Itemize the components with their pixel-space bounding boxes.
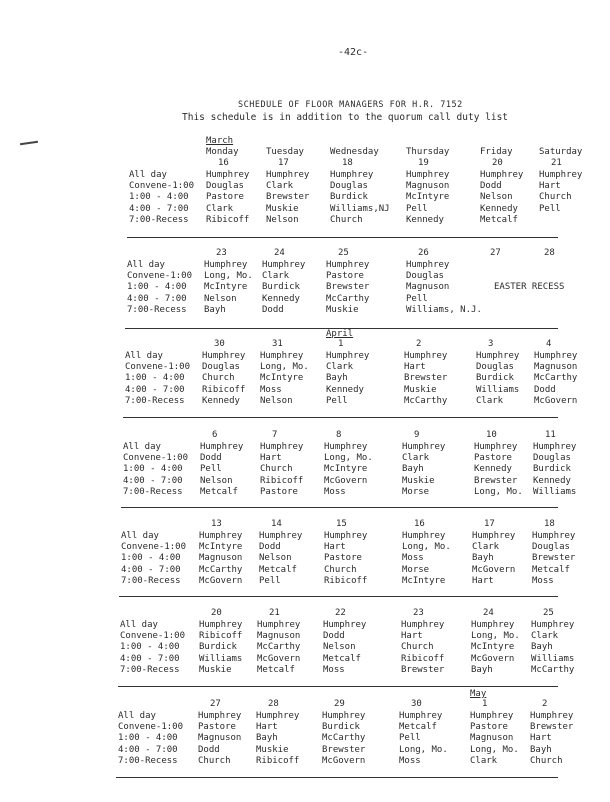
floor-manager-name: Humphrey (530, 711, 574, 721)
floor-manager-name: Humphrey (404, 351, 448, 361)
floor-manager-name: Brewster (404, 373, 448, 384)
floor-manager-name: Dodd (323, 631, 345, 642)
floor-manager-name: Humphrey (324, 531, 368, 541)
week-separator (127, 237, 558, 238)
day-number: 30 (411, 699, 422, 709)
floor-manager-name: Nelson (266, 214, 299, 225)
floor-manager-name: Williams (476, 384, 520, 395)
time-slot-label: 4:00 - 7:00 (125, 384, 185, 395)
day-number: 8 (336, 430, 342, 440)
day-number: 20 (492, 158, 503, 168)
day-number: 27 (490, 248, 501, 258)
floor-manager-name: Metcalf (480, 214, 518, 225)
time-slot-label: 7:00-Recess (125, 395, 185, 406)
time-slot-label: Convene-1:00 (127, 271, 193, 282)
day-number: 22 (335, 608, 346, 618)
floor-manager-name: Metcalf (259, 564, 297, 575)
day-number: 23 (413, 608, 424, 618)
floor-manager-name: Clark (266, 181, 294, 192)
floor-manager-name: Williams,NJ (330, 203, 390, 214)
floor-manager-name: McIntyre (260, 373, 304, 384)
time-slot-label: 4:00 - 7:00 (120, 653, 180, 664)
floor-manager-name: McCarthy (531, 664, 575, 675)
floor-manager-name: McGovern (322, 755, 366, 766)
floor-manager-name: Metcalf (532, 564, 570, 575)
floor-manager-name: Humphrey (204, 260, 248, 270)
floor-manager-name: Hart (260, 453, 282, 464)
day-number: 20 (211, 608, 222, 618)
time-slot-label: Convene-1:00 (125, 362, 191, 373)
floor-manager-name: Humphrey (198, 711, 242, 721)
floor-manager-name: Bayh (326, 373, 348, 384)
floor-manager-name: Humphrey (324, 442, 368, 452)
floor-manager-name: Dodd (198, 744, 220, 755)
floor-manager-name: Pell (539, 203, 561, 214)
floor-manager-name: Douglas (533, 453, 571, 464)
week-separator (123, 417, 558, 418)
floor-manager-name: Morse (402, 486, 430, 497)
time-slot-label: 1:00 - 4:00 (120, 642, 180, 653)
floor-manager-name: Burdick (262, 282, 300, 293)
time-slot-label: All day (123, 442, 161, 452)
day-number: 30 (214, 339, 225, 349)
floor-manager-name: Clark (472, 542, 500, 553)
floor-manager-name: Pell (200, 464, 222, 475)
floor-manager-name: Church (330, 214, 363, 225)
day-number: 26 (418, 248, 429, 258)
day-number: 31 (272, 339, 283, 349)
week-separator (119, 596, 558, 597)
time-slot-label: Convene-1:00 (123, 453, 189, 464)
floor-manager-name: Moss (532, 575, 554, 586)
day-number: 28 (544, 248, 555, 258)
floor-manager-name: McCarthy (322, 733, 366, 744)
floor-manager-name: Pastore (474, 453, 512, 464)
floor-manager-name: Ribicoff (401, 653, 445, 664)
time-slot-label: Convene-1:00 (120, 631, 186, 642)
floor-manager-name: Humphrey (206, 170, 250, 180)
floor-manager-name: Pastore (198, 722, 236, 733)
floor-manager-name: McGovern (257, 653, 301, 664)
floor-manager-name: McIntyre (204, 282, 248, 293)
floor-manager-name: Burdick (199, 642, 237, 653)
floor-manager-name: Long, Mo. (204, 271, 253, 282)
floor-manager-name: Moss (402, 553, 424, 564)
floor-manager-name: Moss (399, 755, 421, 766)
floor-manager-name: Bayh (256, 733, 278, 744)
floor-manager-name: Burdick (322, 722, 360, 733)
floor-manager-name: Brewster (322, 744, 366, 755)
floor-manager-name: Nelson (260, 395, 293, 406)
floor-manager-name: McIntyre (406, 192, 450, 203)
floor-manager-name: McIntyre (471, 642, 515, 653)
floor-manager-name: Magnuson (199, 553, 243, 564)
floor-manager-name: Magnuson (406, 181, 450, 192)
time-slot-label: 1:00 - 4:00 (121, 553, 181, 564)
floor-manager-name: Muskie (266, 203, 299, 214)
floor-manager-name: Clark (476, 395, 504, 406)
floor-manager-name: Hart (324, 542, 346, 553)
day-number: 25 (338, 248, 349, 258)
day-number: 16 (218, 158, 229, 168)
floor-manager-name: Hart (539, 181, 561, 192)
floor-manager-name: Hart (530, 733, 552, 744)
floor-manager-name: Humphrey (330, 170, 374, 180)
floor-manager-name: Nelson (204, 293, 237, 304)
floor-manager-name: Magnuson (257, 631, 301, 642)
floor-manager-name: Ribicoff (199, 631, 243, 642)
day-number: 21 (269, 608, 280, 618)
floor-manager-name: Church (539, 192, 572, 203)
floor-manager-name: Humphrey (534, 351, 578, 361)
floor-manager-name: Bayh (471, 664, 493, 675)
floor-manager-name: Humphrey (406, 170, 450, 180)
day-number: 18 (342, 158, 353, 168)
floor-manager-name: Humphrey (260, 351, 304, 361)
time-slot-label: All day (127, 260, 165, 270)
floor-manager-name: Nelson (259, 553, 292, 564)
day-number: 14 (271, 519, 282, 529)
floor-manager-name: Humphrey (262, 260, 306, 270)
floor-manager-name: Kennedy (533, 475, 571, 486)
floor-manager-name: Humphrey (326, 260, 370, 270)
floor-manager-name: Moss (324, 486, 346, 497)
floor-manager-name: Clark (402, 453, 430, 464)
floor-manager-name: Bayh (531, 642, 553, 653)
schedule-title: SCHEDULE OF FLOOR MANAGERS FOR H.R. 7152 (238, 100, 463, 110)
floor-manager-name: Metcalf (200, 486, 238, 497)
day-number: 6 (212, 430, 218, 440)
day-number: 18 (544, 519, 555, 529)
schedule-subtitle: This schedule is in addition to the quorum call duty list (182, 112, 509, 123)
floor-manager-name: Burdick (533, 464, 571, 475)
floor-manager-name: McGovern (472, 564, 516, 575)
floor-manager-name: Clark (262, 271, 290, 282)
floor-manager-name: Pell (259, 575, 281, 586)
time-slot-label: 4:00 - 7:00 (118, 744, 178, 755)
floor-manager-name: McIntyre (324, 464, 368, 475)
floor-manager-name: Humphrey (470, 711, 514, 721)
floor-manager-name: Church (198, 755, 231, 766)
day-number: 1 (338, 339, 344, 349)
time-slot-label: All day (129, 170, 167, 180)
floor-manager-name: McCarthy (257, 642, 301, 653)
day-number: 7 (272, 430, 278, 440)
day-number: 10 (486, 430, 497, 440)
day-number: 2 (416, 339, 422, 349)
floor-manager-name: Humphrey (402, 442, 446, 452)
floor-manager-name: Ribicoff (260, 475, 304, 486)
floor-manager-name: Muskie (326, 304, 359, 315)
floor-manager-name: Williams (199, 653, 243, 664)
time-slot-label: All day (121, 531, 159, 541)
floor-manager-name: Humphrey (531, 620, 575, 630)
floor-manager-name: Brewster (326, 282, 370, 293)
floor-manager-name: Nelson (480, 192, 513, 203)
month-label: May (470, 689, 487, 699)
floor-manager-name: McGovern (471, 653, 515, 664)
floor-manager-name: Humphrey (259, 531, 303, 541)
floor-manager-name: Pell (406, 293, 428, 304)
floor-manager-name: Ribicoff (206, 214, 250, 225)
floor-manager-name: Burdick (476, 373, 514, 384)
floor-manager-name: Nelson (323, 642, 356, 653)
floor-manager-name: Church (324, 564, 357, 575)
floor-manager-name: Long, Mo. (324, 453, 373, 464)
floor-manager-name: Long, Mo. (470, 744, 519, 755)
floor-manager-name: Pastore (324, 553, 362, 564)
week-separator (116, 777, 558, 778)
floor-manager-name: Church (530, 755, 563, 766)
floor-manager-name: Church (401, 642, 434, 653)
floor-manager-name: Douglas (532, 542, 570, 553)
floor-manager-name: Kennedy (202, 395, 240, 406)
floor-manager-name: Douglas (202, 362, 240, 373)
day-number: 9 (414, 430, 420, 440)
floor-manager-name: Kennedy (474, 464, 512, 475)
floor-manager-name: Church (202, 373, 235, 384)
floor-manager-name: Douglas (330, 181, 368, 192)
floor-manager-name: Brewster (530, 722, 574, 733)
floor-manager-name: McCarthy (199, 564, 243, 575)
floor-manager-name: Humphrey (260, 442, 304, 452)
floor-manager-name: Metcalf (257, 664, 295, 675)
floor-manager-name: Long, Mo. (471, 631, 520, 642)
time-slot-label: 1:00 - 4:00 (118, 733, 178, 744)
floor-manager-name: McCarthy (404, 395, 448, 406)
floor-manager-name: Bayh (402, 464, 424, 475)
floor-manager-name: Nelson (200, 475, 233, 486)
floor-manager-name: Humphrey (471, 620, 515, 630)
floor-manager-name: Humphrey (200, 442, 244, 452)
time-slot-label: 7:00-Recess (127, 304, 187, 315)
day-number: 25 (543, 608, 554, 618)
day-number: 16 (414, 519, 425, 529)
floor-manager-name: Humphrey (257, 620, 301, 630)
floor-manager-name: Muskie (404, 384, 437, 395)
floor-manager-name: Moss (260, 384, 282, 395)
floor-manager-name: Brewster (474, 475, 518, 486)
day-name: Wednesday (330, 147, 379, 157)
floor-manager-name: Moss (323, 664, 345, 675)
floor-manager-name: Long, Mo. (402, 542, 451, 553)
floor-manager-name: Long, Mo. (260, 362, 309, 373)
floor-manager-name: Humphrey (256, 711, 300, 721)
day-number: 11 (545, 430, 556, 440)
time-slot-label: 1:00 - 4:00 (123, 464, 183, 475)
page-number: -42c- (338, 47, 369, 58)
day-number: 2 (542, 699, 548, 709)
floor-manager-name: Humphrey (266, 170, 310, 180)
floor-manager-name: Humphrey (472, 531, 516, 541)
floor-manager-name: Brewster (266, 192, 310, 203)
floor-manager-name: Kennedy (480, 203, 518, 214)
floor-manager-name: Humphrey (539, 170, 583, 180)
time-slot-label: 1:00 - 4:00 (125, 373, 185, 384)
day-number: 15 (336, 519, 347, 529)
floor-manager-name: Humphrey (326, 351, 370, 361)
floor-manager-name: McGovern (534, 395, 578, 406)
floor-manager-name: Bayh (530, 744, 552, 755)
time-slot-label: Convene-1:00 (129, 181, 195, 192)
floor-manager-name: Kennedy (326, 384, 364, 395)
time-slot-label: 4:00 - 7:00 (127, 293, 187, 304)
day-name: Saturday (539, 147, 583, 157)
floor-manager-name: Bayh (472, 553, 494, 564)
margin-mark (20, 141, 38, 145)
floor-manager-name: McCarthy (326, 293, 370, 304)
floor-manager-name: McCarthy (534, 373, 578, 384)
time-slot-label: 7:00-Recess (118, 755, 178, 766)
floor-manager-name: Humphrey (480, 170, 524, 180)
floor-manager-name: Williams, N.J. (406, 304, 482, 315)
floor-manager-name: Pastore (470, 722, 508, 733)
floor-manager-name: Magnuson (406, 282, 450, 293)
floor-manager-name: Humphrey (401, 620, 445, 630)
floor-manager-name: Humphrey (474, 442, 518, 452)
floor-manager-name: Clark (470, 755, 498, 766)
time-slot-label: All day (118, 711, 156, 721)
time-slot-label: All day (120, 620, 158, 630)
floor-manager-name: Humphrey (406, 260, 450, 270)
floor-manager-name: Williams (533, 486, 577, 497)
floor-manager-name: Morse (402, 564, 430, 575)
day-number: 19 (418, 158, 429, 168)
floor-manager-name: Humphrey (202, 351, 246, 361)
floor-manager-name: Williams (531, 653, 575, 664)
floor-manager-name: Dodd (200, 453, 222, 464)
time-slot-label: 1:00 - 4:00 (129, 192, 189, 203)
floor-manager-name: Bayh (204, 304, 226, 315)
floor-manager-name: Dodd (262, 304, 284, 315)
floor-manager-name: Long, Mo. (474, 486, 523, 497)
time-slot-label: All day (125, 351, 163, 361)
day-number: 24 (483, 608, 494, 618)
floor-manager-name: Clark (326, 362, 354, 373)
floor-manager-name: Metcalf (323, 653, 361, 664)
week-separator (121, 507, 558, 508)
time-slot-label: 7:00-Recess (120, 664, 180, 675)
floor-manager-name: Pell (399, 733, 421, 744)
month-label: April (326, 329, 354, 339)
floor-manager-name: Humphrey (402, 531, 446, 541)
floor-manager-name: Humphrey (399, 711, 443, 721)
time-slot-label: 1:00 - 4:00 (127, 282, 187, 293)
floor-manager-name: McIntyre (199, 542, 243, 553)
floor-manager-name: Humphrey (323, 620, 367, 630)
day-number: 27 (210, 699, 221, 709)
time-slot-label: 4:00 - 7:00 (121, 564, 181, 575)
floor-manager-name: Long, Mo. (399, 744, 448, 755)
floor-manager-name: Dodd (480, 181, 502, 192)
floor-manager-name: Muskie (199, 664, 232, 675)
floor-manager-name: McGovern (324, 475, 368, 486)
day-name: Thursday (406, 147, 450, 157)
floor-manager-name: Ribicoff (202, 384, 246, 395)
floor-manager-name: Muskie (256, 744, 289, 755)
floor-manager-name: Magnuson (198, 733, 242, 744)
day-number: 1 (482, 699, 488, 709)
floor-manager-name: Hart (256, 722, 278, 733)
day-number: 28 (268, 699, 279, 709)
day-name: Friday (480, 147, 513, 157)
floor-manager-name: Pell (406, 203, 428, 214)
floor-manager-name: Clark (206, 203, 234, 214)
day-number: 17 (278, 158, 289, 168)
floor-manager-name: Ribicoff (256, 755, 300, 766)
floor-manager-name: Magnuson (534, 362, 578, 373)
day-number: 4 (546, 339, 552, 349)
floor-manager-name: Humphrey (199, 620, 243, 630)
floor-manager-name: Humphrey (199, 531, 243, 541)
floor-manager-name: Pastore (260, 486, 298, 497)
floor-manager-name: McGovern (199, 575, 243, 586)
day-number: 29 (334, 699, 345, 709)
floor-manager-name: Church (260, 464, 293, 475)
floor-manager-name: Pell (326, 395, 348, 406)
easter-recess-note: EASTER RECESS (494, 282, 565, 293)
floor-manager-name: Hart (401, 631, 423, 642)
day-number: 13 (211, 519, 222, 529)
time-slot-label: 4:00 - 7:00 (123, 475, 183, 486)
floor-manager-name: Kennedy (262, 293, 300, 304)
time-slot-label: 7:00-Recess (121, 575, 181, 586)
time-slot-label: 7:00-Recess (129, 214, 189, 225)
floor-manager-name: Pastore (326, 271, 364, 282)
time-slot-label: Convene-1:00 (118, 722, 184, 733)
day-name: Monday (206, 147, 239, 157)
floor-manager-name: Dodd (259, 542, 281, 553)
day-name: Tuesday (266, 147, 304, 157)
floor-manager-name: Dodd (534, 384, 556, 395)
floor-manager-name: Douglas (406, 271, 444, 282)
floor-manager-name: Ribicoff (324, 575, 368, 586)
floor-manager-name: Brewster (532, 553, 576, 564)
time-slot-label: Convene-1:00 (121, 542, 187, 553)
time-slot-label: 7:00-Recess (123, 486, 183, 497)
time-slot-label: 4:00 - 7:00 (129, 203, 189, 214)
floor-manager-name: Humphrey (532, 531, 576, 541)
floor-manager-name: Pastore (206, 192, 244, 203)
floor-manager-name: Humphrey (322, 711, 366, 721)
floor-manager-name: Clark (531, 631, 559, 642)
floor-manager-name: McIntyre (402, 575, 446, 586)
day-number: 3 (488, 339, 494, 349)
day-number: 23 (216, 248, 227, 258)
month-label: March (206, 136, 234, 146)
floor-manager-name: Burdick (330, 192, 368, 203)
floor-manager-name: Hart (472, 575, 494, 586)
floor-manager-name: Metcalf (399, 722, 437, 733)
floor-manager-name: Humphrey (476, 351, 520, 361)
day-number: 17 (484, 519, 495, 529)
week-separator (118, 686, 558, 687)
floor-manager-name: Kennedy (406, 214, 444, 225)
day-number: 21 (551, 158, 562, 168)
floor-manager-name: Muskie (402, 475, 435, 486)
day-number: 24 (274, 248, 285, 258)
floor-manager-name: Douglas (476, 362, 514, 373)
floor-manager-name: Hart (404, 362, 426, 373)
floor-manager-name: Humphrey (533, 442, 577, 452)
floor-manager-name: Magnuson (470, 733, 514, 744)
floor-manager-name: Douglas (206, 181, 244, 192)
floor-manager-name: Brewster (401, 664, 445, 675)
